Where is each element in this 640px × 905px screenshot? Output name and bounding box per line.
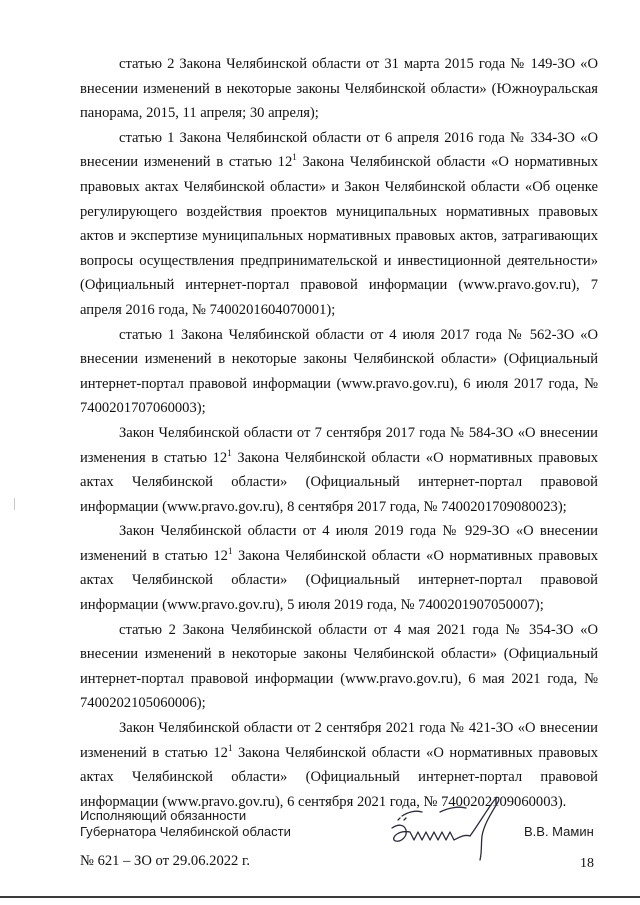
paragraph-3: статью 1 Закона Челябинской области от 4 июля 2017 года № 562-ЗО «О внесении изменений в некоторые законы Челябинской области» (Официальный интернет-портал правовой информации (www.pravo.gov.ru), 6 июля 2017 года, № 7400201707060003);: [80, 326, 598, 417]
paragraph-4: Закон Челябинской области от 7 сентября 2017 года № 584-ЗО «О внесении изменения в статью $12^1$ Закона Челябинской области «О нормативных правовых актах Челябинской области» (Официальный интернет-портал правовой информации (www.pravo.gov.ru), 8 сентября 2017 года, № 7400201709080023);: [80, 424, 598, 515]
scan-artifact: [14, 498, 15, 510]
document-number: № 621 – ЗО от 29.06.2022 г.: [80, 853, 250, 869]
paragraph-6: статью 2 Закона Челябинской области от 4 мая 2021 года № 354-ЗО «О внесении изменений в некоторые законы Челябинской области» (Официальный интернет-портал правовой информации (www.pravo.gov.ru), 6 мая 2021 года, № 7400202105060006);: [80, 621, 598, 712]
paragraph-7: Закон Челябинской области от 2 сентября 2021 года № 421-ЗО «О внесении изменений в статью $12^1$ Закона Челябинской области «О нормативных правовых актах Челябинской области» (Официальный интернет-портал правовой информации (www.pravo.gov.ru), 6 сентября 2021 года, № 7400202109060003).: [80, 720, 598, 810]
signatory-position-line-2: Губернатора Челябинской области: [80, 824, 291, 839]
signatory-position-line-1: Исполняющий обязанности: [80, 808, 247, 823]
paragraph-1: статью 2 Закона Челябинской области от 31 марта 2015 года № 149-ЗО «О внесении изменений в некоторые законы Челябинской области» (Южноуральская панорама, 2015, 11 апреля; 30 апреля);: [80, 56, 598, 122]
paragraph-5: Закон Челябинской области от 4 июля 2019 года № 929-ЗО «О внесении изменений в статью $12^1$ Закона Челябинской области «О нормативных правовых актах Челябинской области» (Официальный интернет-портал правовой информации (www.pravo.gov.ru), 5 июля 2019 года, № 7400201907050007);: [80, 523, 598, 614]
handwritten-signature: [384, 794, 514, 864]
signatory-position: [80, 808, 291, 840]
bottom-border: [0, 896, 640, 898]
signatory-name: В.В. Мамин: [524, 824, 594, 839]
document-body: [80, 52, 598, 814]
page-number: 18: [580, 856, 594, 871]
paragraph-2: статью 1 Закона Челябинской области от 6 апреля 2016 года № 334-ЗО «О внесении изменений в статью $12^1$ Закона Челябинской области «О нормативных правовых актах Челябинской области» и Закон Челябинской области «Об оценке регулирующего воздействия проектов муниципальных нормативных правовых актов и экспертизе муниципальных нормативных правовых актов, затрагивающих вопросы осуществления предпринимательской и инвестиционной деятельности» (Официальный интернет-портал правовой информации (www.pravo.gov.ru), 7 апреля 2016 года, № 7400201604070001);: [80, 129, 598, 318]
